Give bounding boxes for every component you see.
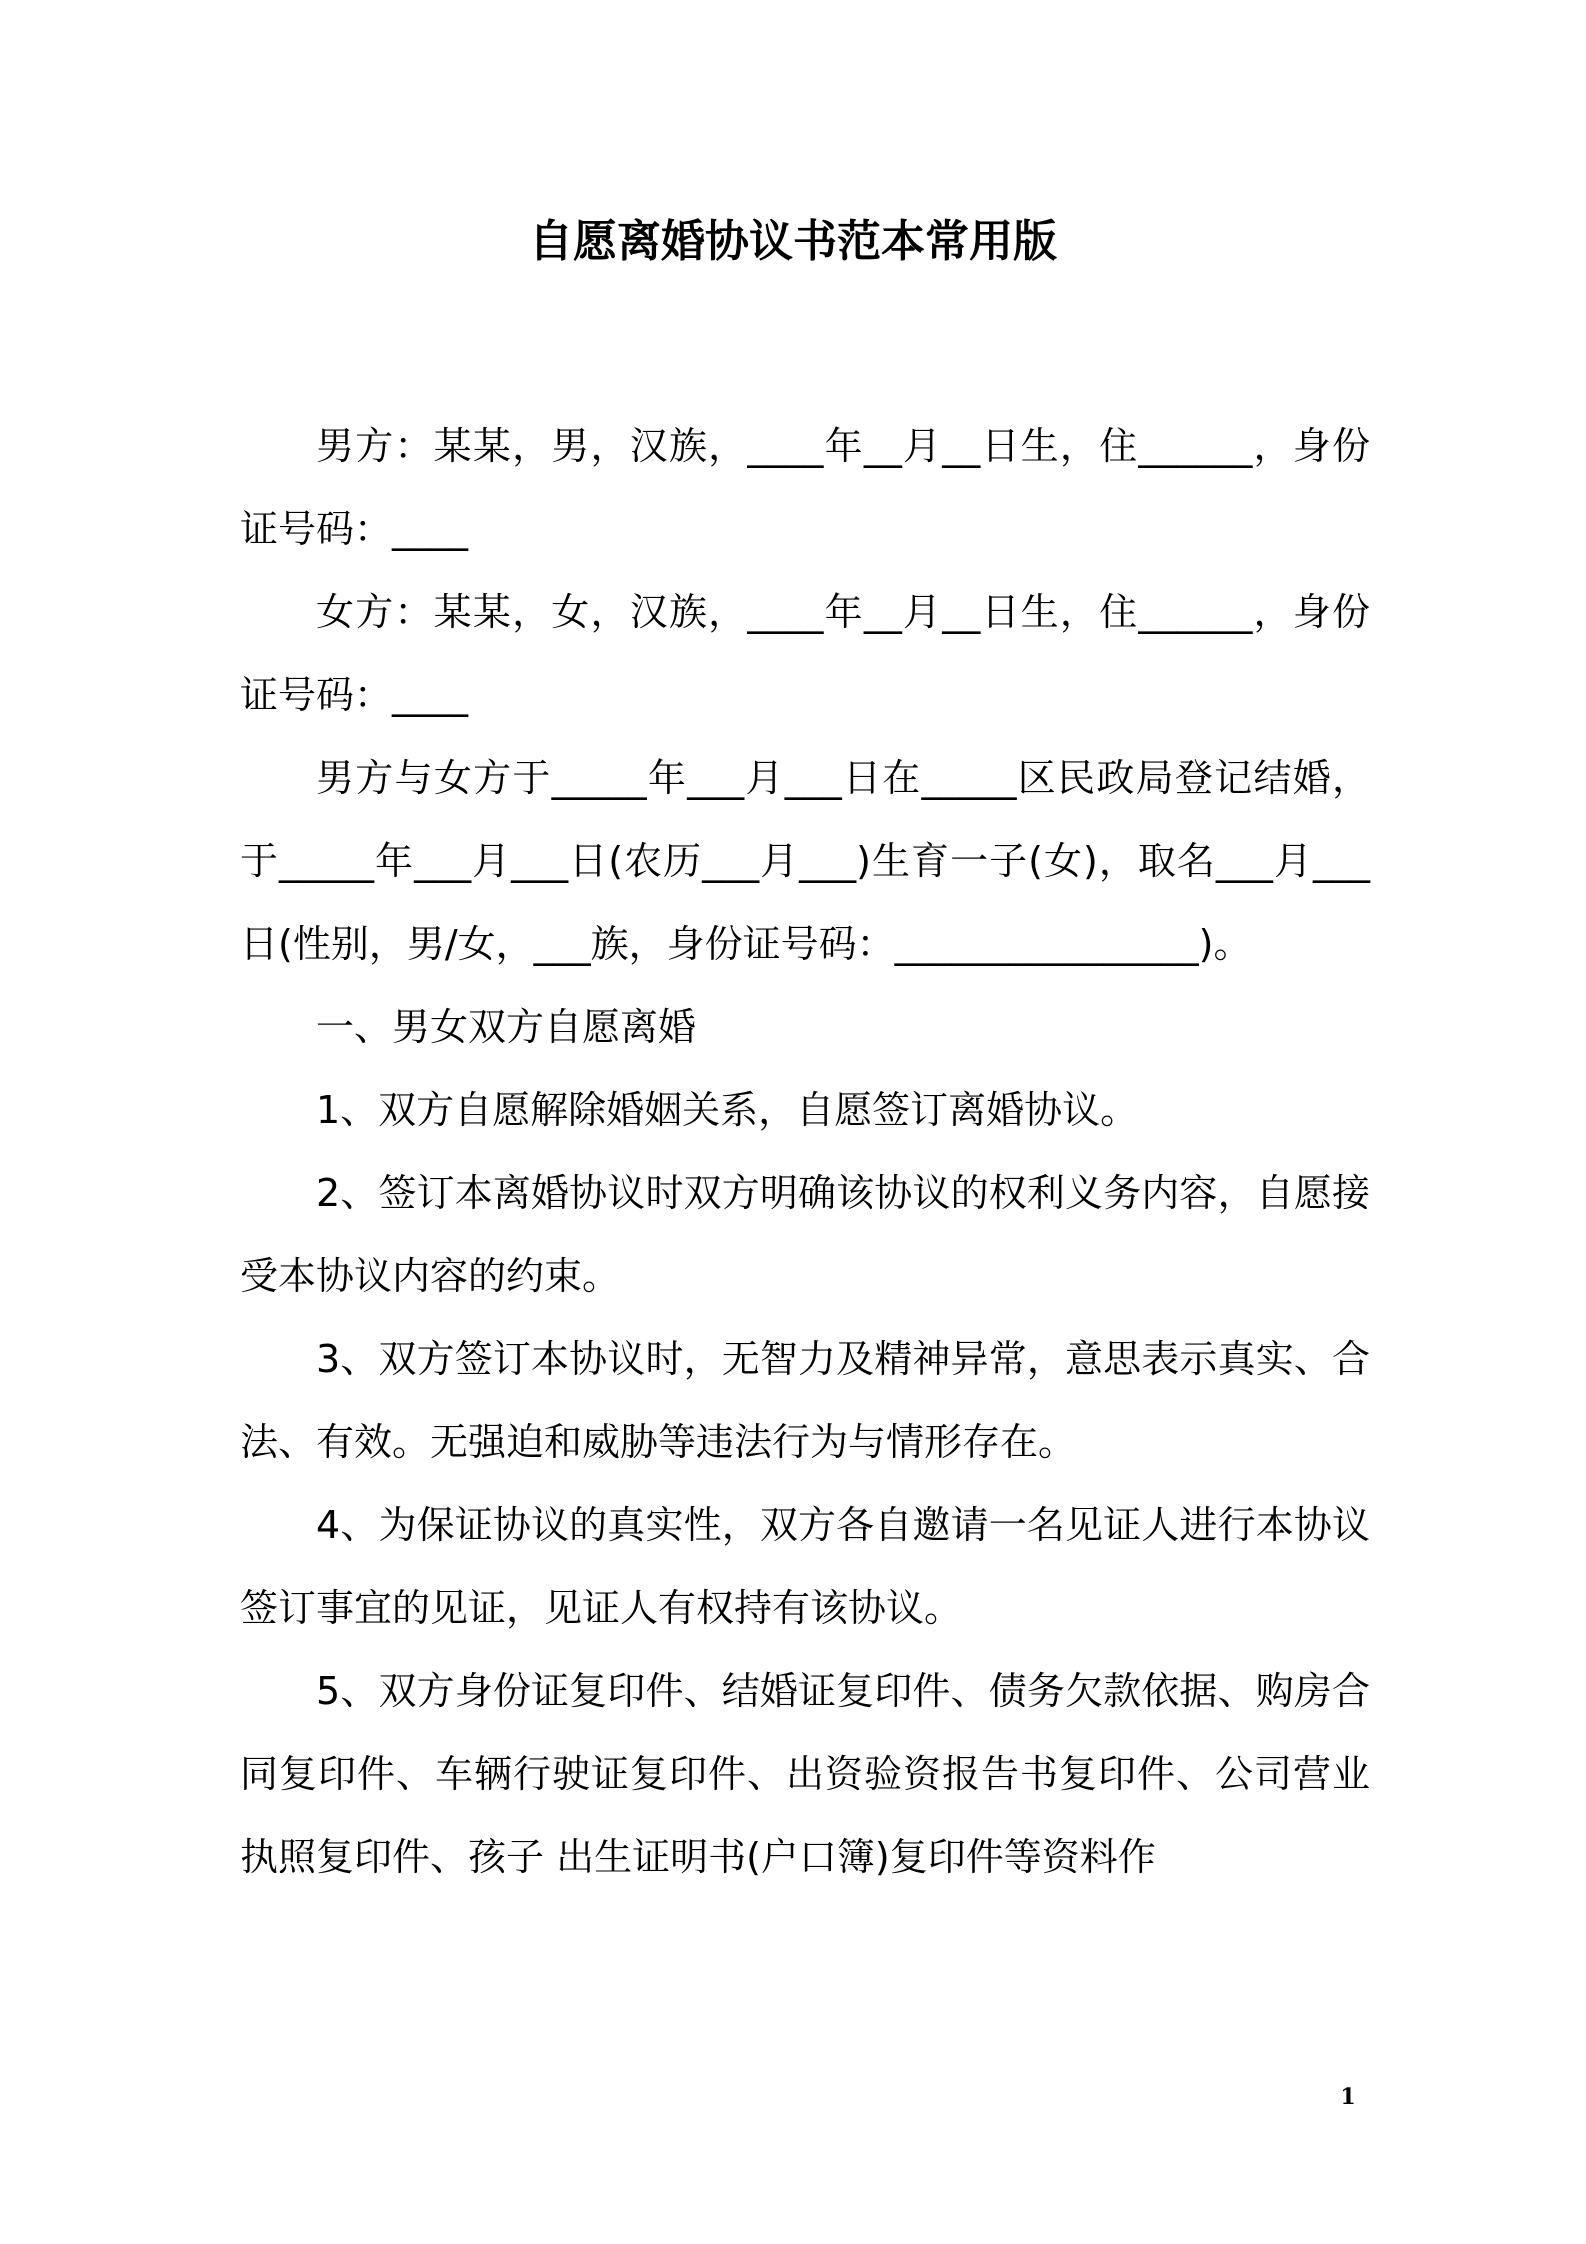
clause-1: 1、双方自愿解除婚姻关系，自愿签订离婚协议。 — [316, 1088, 1139, 1132]
clause-4: 4、为保证协议的真实性，双方各自邀请一名见证人进行本协议签订事宜的见证，见证人有权持有该协议。 — [240, 1503, 1370, 1630]
document-body — [240, 405, 1370, 1899]
paragraph-female-party: 女方：某某，女，汉族，____年__月__日生，住______，身份证号码：____ — [240, 590, 1370, 717]
clause-3: 3、双方签订本协议时，无智力及精神异常，意思表示真实、合法、有效。无强迫和威胁等违法行为与情形存在。 — [240, 1337, 1370, 1464]
document-title: 自愿离婚协议书范本常用版 — [529, 216, 1057, 267]
page-number: 1 — [1340, 2084, 1356, 2110]
clause-2: 2、签订本离婚协议时双方明确该协议的权利义务内容，自愿接受本协议内容的约束。 — [240, 1171, 1370, 1298]
paragraph-male-party: 男方：某某，男，汉族，____年__月__日生，住______，身份证号码：____ — [240, 424, 1370, 551]
section-heading-1: 一、男女双方自愿离婚 — [316, 1005, 697, 1049]
clause-5: 5、双方身份证复印件、结婚证复印件、债务欠款依据、购房合同复印件、车辆行驶证复印件、出资验资报告书复印件、公司营业执照复印件、孩子 出生证明书(户口簿)复印件等资料作 — [240, 1669, 1370, 1879]
paragraph-marriage-info: 男方与女方于_____年___月___日在_____区民政局登记结婚，于_____年___月___日(农历___月___)生育一子(女)，取名___月___日(性别，男/女，___族，身份证号码：________________)。 — [240, 756, 1370, 966]
